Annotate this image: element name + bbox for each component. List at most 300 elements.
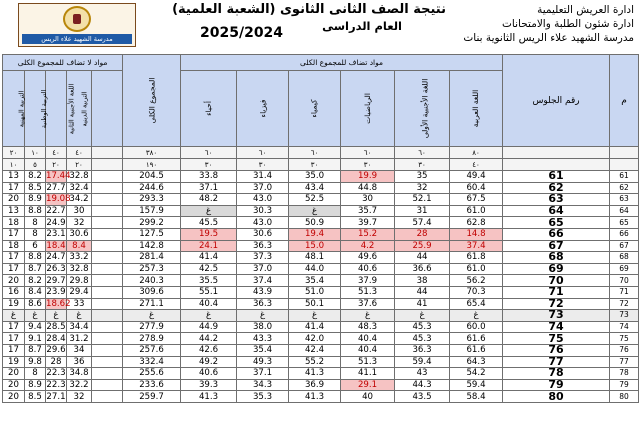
math-cell: 37.6: [341, 298, 395, 310]
vocational-cell: 20: [3, 379, 25, 391]
math-cell: غ: [341, 310, 395, 322]
table-row: [3, 228, 639, 240]
filler-cell: [92, 228, 123, 240]
total-cell: 277.9: [123, 321, 181, 333]
religion-cell: 32.8: [67, 171, 92, 183]
phys-cell: 37.3: [237, 252, 289, 264]
seat-cell: 65: [503, 217, 610, 229]
filler-cell: [92, 205, 123, 217]
arabic-cell: 62.8: [450, 217, 503, 229]
max-score-row-arabic: ٨٠: [450, 147, 503, 159]
math-cell: 19.9: [341, 171, 395, 183]
religion-cell: 30: [67, 205, 92, 217]
idx-cell: 76: [610, 344, 639, 356]
phys-cell: 37.0: [237, 182, 289, 194]
max-score-row-math: ٦٠: [341, 147, 395, 159]
bio-column-header: أحياء: [181, 71, 237, 147]
filler-cell: [92, 263, 123, 275]
min-score-row-foreign1: ٣٠: [395, 159, 450, 171]
math-cell: 51.3: [341, 356, 395, 368]
max-score-row-chem: ٦٠: [289, 147, 341, 159]
foreign1-cell: 59.4: [395, 356, 450, 368]
phys-cell: 43.0: [237, 194, 289, 206]
phys-cell: 43.9: [237, 286, 289, 298]
phys-cell: 30.3: [237, 205, 289, 217]
foreign1-column-header: اللغة الأجنبية الأولى: [395, 71, 450, 147]
foreign2-cell: 22.7: [46, 206, 66, 217]
religion-column-header: التربية الدينية: [67, 71, 92, 147]
table-row: [3, 368, 639, 380]
chem-cell: غ: [289, 205, 341, 217]
total-cell: 244.6: [123, 182, 181, 194]
idx-cell: 67: [610, 240, 639, 252]
idx-cell: 80: [610, 391, 639, 403]
chem-column-header: كيمياء: [289, 71, 341, 147]
math-cell: 35.7: [341, 205, 395, 217]
min-score-row-national: ٥: [25, 159, 46, 171]
foreign2-cell: 18.62: [46, 298, 71, 309]
chem-cell: 50.1: [289, 298, 341, 310]
phys-cell: غ: [237, 310, 289, 322]
arabic-cell: 60.0: [450, 321, 503, 333]
religion-cell: 32.4: [67, 182, 92, 194]
phys-column-header: فيزياء: [237, 71, 289, 147]
filler-cell: [92, 356, 123, 368]
chem-cell: 42.4: [289, 344, 341, 356]
total-cell: 281.4: [123, 252, 181, 264]
results-rows: [3, 147, 639, 403]
bio-cell: 42.5: [181, 263, 237, 275]
phys-cell: 35.4: [237, 344, 289, 356]
foreign1-cell: غ: [395, 310, 450, 322]
math-cell: 15.2: [341, 228, 395, 240]
bio-cell: 35.5: [181, 275, 237, 287]
bio-cell: 44.2: [181, 333, 237, 345]
national-cell: 8.2: [25, 171, 46, 183]
foreign1-cell: 35: [395, 171, 450, 183]
total-cell: 142.8: [123, 240, 181, 252]
admin-line-3: مدرسة الشهيد علاء الريس الثانوية بنات: [463, 32, 634, 44]
arabic-cell: 14.8: [450, 228, 503, 240]
table-row: [3, 391, 639, 403]
chem-cell: 41.4: [289, 321, 341, 333]
min-score-row-bio: ٣٠: [181, 159, 237, 171]
table-row: [3, 298, 639, 310]
national-cell: 9.8: [25, 356, 46, 368]
filler-cell: [92, 217, 123, 229]
foreign2-cell: 26.3: [46, 264, 66, 275]
max-score-row-vocational: ٢٠: [3, 147, 25, 159]
min-score-row-total: ١٩٠: [123, 159, 181, 171]
arabic-cell: 61.0: [450, 263, 503, 275]
math-cell: 39.7: [341, 217, 395, 229]
national-column-header: التربية الوطنية: [25, 71, 46, 147]
table-row: [3, 252, 639, 264]
arabic-cell: 61.0: [450, 205, 503, 217]
idx-cell: 65: [610, 217, 639, 229]
arabic-cell: 70.3: [450, 286, 503, 298]
seat-cell: 73: [503, 310, 610, 322]
chem-cell: 48.1: [289, 252, 341, 264]
math-cell: 40.6: [341, 263, 395, 275]
chem-cell: 41.3: [289, 368, 341, 380]
foreign2-cell: 24.9: [46, 217, 66, 228]
vocational-cell: 16: [3, 286, 25, 298]
bio-cell: 39.3: [181, 379, 237, 391]
foreign1-cell: 36.6: [395, 263, 450, 275]
idx-cell: 68: [610, 252, 639, 264]
filler-column-header: [92, 71, 123, 147]
phys-cell: 36.3: [237, 298, 289, 310]
vocational-cell: 17: [3, 252, 25, 264]
chem-cell: 50.9: [289, 217, 341, 229]
seat-cell: 75: [503, 333, 610, 345]
foreign2-cell: غ: [46, 310, 67, 322]
foreign2-cell: 27.7: [46, 182, 66, 193]
bio-cell: 24.1: [181, 240, 237, 252]
administration-lines: [434, 3, 634, 45]
national-cell: 8.2: [25, 275, 46, 287]
math-cell: 49.6: [341, 252, 395, 264]
filler-cell: [92, 344, 123, 356]
idx-cell: 61: [610, 171, 639, 183]
foreign2-column-header: اللغة الأجنبية الثانية: [46, 71, 67, 147]
phys-cell: 37.0: [237, 263, 289, 275]
table-row: [3, 182, 639, 194]
vocational-cell: 19: [3, 356, 25, 368]
religion-cell: 33.2: [67, 252, 92, 264]
total-cell: 293.3: [123, 194, 181, 206]
included-subjects-group-header: مواد تضاف للمجموع الكلى: [181, 55, 503, 71]
national-cell: 8.5: [25, 391, 46, 403]
national-cell: غ: [25, 310, 46, 322]
total-cell: 259.7: [123, 391, 181, 403]
filler-cell: [92, 310, 123, 322]
total-cell: 309.6: [123, 286, 181, 298]
table-row: [3, 171, 639, 183]
table-row: [3, 217, 639, 229]
total-cell: غ: [123, 310, 181, 322]
filler-cell: [92, 379, 123, 391]
total-cell: 240.3: [123, 275, 181, 287]
math-cell: 41.1: [341, 368, 395, 380]
arabic-cell: 61.8: [450, 252, 503, 264]
national-cell: 9.1: [25, 333, 46, 345]
religion-cell: 8.4: [67, 240, 92, 252]
vocational-cell: 17: [3, 263, 25, 275]
arabic-cell: 61.6: [450, 333, 503, 345]
arabic-cell: 65.4: [450, 298, 503, 310]
results-title: نتيجة الصف الثانى الثانوى (الشعبة العلمية): [172, 2, 446, 17]
filler-cell: [92, 391, 123, 403]
religion-cell: غ: [67, 310, 92, 322]
idx-cell: 71: [610, 286, 639, 298]
arabic-cell: 64.3: [450, 356, 503, 368]
seat-cell: 63: [503, 194, 610, 206]
table-row: [3, 263, 639, 275]
vocational-cell: 17: [3, 321, 25, 333]
vocational-cell: 19: [3, 298, 25, 310]
arabic-cell: 61.6: [450, 344, 503, 356]
religion-cell: 34.4: [67, 321, 92, 333]
chem-cell: 52.5: [289, 194, 341, 206]
bio-cell: 44.9: [181, 321, 237, 333]
max-score-row-foreign2: ٤٠: [46, 147, 67, 159]
seat-cell: 67: [503, 240, 610, 252]
foreign1-cell: 43.5: [395, 391, 450, 403]
filler-cell: [92, 298, 123, 310]
total-cell: 127.5: [123, 228, 181, 240]
foreign1-cell: 36.3: [395, 344, 450, 356]
table-row: [3, 379, 639, 391]
chem-cell: 41.3: [289, 391, 341, 403]
seat-cell: 77: [503, 356, 610, 368]
results-table: [2, 54, 639, 403]
min-score-row-vocational: ١٠: [3, 159, 25, 171]
bio-cell: غ: [181, 205, 237, 217]
chem-cell: 35.4: [289, 275, 341, 287]
table-row: [3, 321, 639, 333]
math-cell: 29.1: [341, 379, 395, 391]
chem-cell: 35.0: [289, 171, 341, 183]
seat-cell: 66: [503, 228, 610, 240]
vocational-cell: 20: [3, 275, 25, 287]
national-cell: 8.7: [25, 344, 46, 356]
foreign2-cell: 19.08: [46, 194, 71, 205]
religion-cell: 34.8: [67, 368, 92, 380]
chem-cell: 42.0: [289, 333, 341, 345]
religion-cell: 34.2: [67, 194, 92, 206]
vocational-cell: 13: [3, 205, 25, 217]
national-cell: 8.5: [25, 182, 46, 194]
math-cell: 51.3: [341, 286, 395, 298]
seat-cell: 78: [503, 368, 610, 380]
filler-cell: [92, 321, 123, 333]
seat-cell: 69: [503, 263, 610, 275]
total-cell: 332.4: [123, 356, 181, 368]
filler-cell: [92, 368, 123, 380]
table-row: [3, 310, 639, 322]
religion-cell: 32: [67, 391, 92, 403]
table-row: [3, 205, 639, 217]
national-cell: 8: [25, 228, 46, 240]
national-cell: 8.9: [25, 379, 46, 391]
min-score-row-foreign2: ٢٠: [46, 159, 67, 171]
foreign2-cell: 22.3: [46, 368, 66, 379]
arabic-column-header: اللغة العربية: [450, 71, 503, 147]
min-score-row: [3, 159, 639, 171]
foreign1-cell: 45.3: [395, 321, 450, 333]
vocational-column-header: التربية المهنية: [3, 71, 25, 147]
idx-cell: 78: [610, 368, 639, 380]
row-index-column-header: م: [610, 55, 639, 147]
total-cell: 233.6: [123, 379, 181, 391]
filler-cell: [92, 182, 123, 194]
bio-cell: 40.6: [181, 368, 237, 380]
seat-cell: 70: [503, 275, 610, 287]
vocational-cell: 17: [3, 228, 25, 240]
phys-cell: 43.3: [237, 333, 289, 345]
min-score-row-math: ٣٠: [341, 159, 395, 171]
foreign2-cell: 17.44: [46, 171, 71, 182]
foreign2-cell: 27.1: [46, 391, 66, 402]
seat-cell: 62: [503, 182, 610, 194]
bio-cell: 42.6: [181, 344, 237, 356]
phys-cell: 35.3: [237, 391, 289, 403]
math-cell: 37.9: [341, 275, 395, 287]
idx-cell: 79: [610, 379, 639, 391]
max-score-row-phys: ٦٠: [237, 147, 289, 159]
table-row: [3, 333, 639, 345]
foreign1-cell: 31: [395, 205, 450, 217]
national-cell: 8.8: [25, 205, 46, 217]
phys-cell: 36.3: [237, 240, 289, 252]
national-cell: 8.9: [25, 194, 46, 206]
vocational-cell: غ: [3, 310, 25, 322]
foreign1-cell: 44: [395, 286, 450, 298]
filler-cell: [92, 240, 123, 252]
national-cell: 8.4: [25, 286, 46, 298]
total-cell: 204.5: [123, 171, 181, 183]
bio-cell: 41.3: [181, 391, 237, 403]
religion-cell: 31.2: [67, 333, 92, 345]
excluded-subjects-group-header: مواد لا تضاف للمجموع الكلى: [3, 55, 123, 71]
bio-cell: 37.1: [181, 182, 237, 194]
idx-cell: 72: [610, 298, 639, 310]
foreign2-cell: 28.5: [46, 322, 66, 333]
national-cell: 8.7: [25, 263, 46, 275]
bio-cell: 45.5: [181, 217, 237, 229]
vocational-cell: 17: [3, 182, 25, 194]
religion-cell: 32: [67, 217, 92, 229]
arabic-cell: 58.4: [450, 391, 503, 403]
total-cell: 299.2: [123, 217, 181, 229]
idx-cell: 70: [610, 275, 639, 287]
table-row: [3, 286, 639, 298]
idx-cell: 74: [610, 321, 639, 333]
foreign2-cell: 22.3: [46, 379, 66, 390]
vocational-cell: 20: [3, 391, 25, 403]
vocational-cell: 20: [3, 368, 25, 380]
national-cell: 6: [25, 240, 46, 252]
foreign2-cell: 29.7: [46, 275, 66, 286]
bio-cell: 55.1: [181, 286, 237, 298]
max-score-row-blank: [92, 147, 123, 159]
chem-cell: 43.4: [289, 182, 341, 194]
phys-cell: 31.4: [237, 171, 289, 183]
bio-cell: غ: [181, 310, 237, 322]
foreign2-cell: 23.9: [46, 287, 66, 298]
bio-cell: 48.2: [181, 194, 237, 206]
chem-cell: 44.0: [289, 263, 341, 275]
idx-cell: 73: [610, 310, 639, 322]
seat-cell: 76: [503, 344, 610, 356]
foreign2-cell: 24.7: [46, 252, 66, 263]
vocational-cell: 18: [3, 217, 25, 229]
seat-number-column-header: رقم الجلوس: [503, 55, 610, 147]
national-cell: 8: [25, 217, 46, 229]
religion-cell: 36: [67, 356, 92, 368]
bio-cell: 49.2: [181, 356, 237, 368]
min-score-row-chem: ٣٠: [289, 159, 341, 171]
seat-cell: 72: [503, 298, 610, 310]
seat-cell: 71: [503, 286, 610, 298]
bio-cell: 41.4: [181, 252, 237, 264]
min-score-row-phys: ٣٠: [237, 159, 289, 171]
chem-cell: غ: [289, 310, 341, 322]
school-logo: [18, 3, 136, 47]
seat-cell: 74: [503, 321, 610, 333]
table-row: [3, 194, 639, 206]
phys-cell: 49.3: [237, 356, 289, 368]
arabic-cell: 56.2: [450, 275, 503, 287]
max-score-row-blank: [503, 147, 610, 159]
max-score-row-foreign1: ٦٠: [395, 147, 450, 159]
foreign2-cell: 28.4: [46, 333, 66, 344]
math-cell: 44.8: [341, 182, 395, 194]
foreign2-cell: 29.6: [46, 345, 66, 356]
academic-year-label: العام الدراسى: [322, 19, 402, 33]
idx-cell: 64: [610, 205, 639, 217]
admin-line-2: ادارة شئون الطلبة والامتحانات: [502, 18, 634, 30]
chem-cell: 55.2: [289, 356, 341, 368]
foreign1-cell: 45.3: [395, 333, 450, 345]
foreign1-cell: 44: [395, 252, 450, 264]
idx-cell: 77: [610, 356, 639, 368]
max-score-row-national: ١٠: [25, 147, 46, 159]
vocational-cell: 13: [3, 171, 25, 183]
filler-cell: [92, 275, 123, 287]
math-cell: 40.4: [341, 344, 395, 356]
academic-year: 2025/2024: [200, 25, 284, 41]
phys-cell: 34.3: [237, 379, 289, 391]
religion-cell: 32.2: [67, 379, 92, 391]
foreign1-cell: 52.1: [395, 194, 450, 206]
filler-cell: [92, 171, 123, 183]
religion-cell: 34: [67, 344, 92, 356]
religion-cell: 32.8: [67, 263, 92, 275]
national-cell: 8.6: [25, 298, 46, 310]
foreign1-cell: 32: [395, 182, 450, 194]
foreign1-cell: 25.9: [395, 240, 450, 252]
total-cell: 278.9: [123, 333, 181, 345]
bio-cell: 19.5: [181, 228, 237, 240]
results-title-block: [172, 2, 446, 47]
total-cell: 271.1: [123, 298, 181, 310]
foreign2-cell: 28: [46, 356, 67, 368]
religion-cell: 33: [67, 298, 92, 310]
idx-cell: 69: [610, 263, 639, 275]
chem-cell: 36.9: [289, 379, 341, 391]
bio-cell: 40.4: [181, 298, 237, 310]
max-score-row-blank: [610, 147, 639, 159]
min-score-row-blank: [610, 159, 639, 171]
seat-cell: 68: [503, 252, 610, 264]
filler-cell: [92, 333, 123, 345]
math-cell: 4.2: [341, 240, 395, 252]
national-cell: 9.4: [25, 321, 46, 333]
max-score-row-total: ٣٨٠: [123, 147, 181, 159]
foreign1-cell: 41: [395, 298, 450, 310]
chem-cell: 19.4: [289, 228, 341, 240]
chem-cell: 15.0: [289, 240, 341, 252]
vocational-cell: 18: [3, 240, 25, 252]
school-logo-text: مدرسة الشهيد علاء الريس: [22, 34, 132, 44]
math-column-header: الرياضيات: [341, 71, 395, 147]
filler-cell: [92, 286, 123, 298]
min-score-row-arabic: ٤٠: [450, 159, 503, 171]
foreign1-cell: 38: [395, 275, 450, 287]
